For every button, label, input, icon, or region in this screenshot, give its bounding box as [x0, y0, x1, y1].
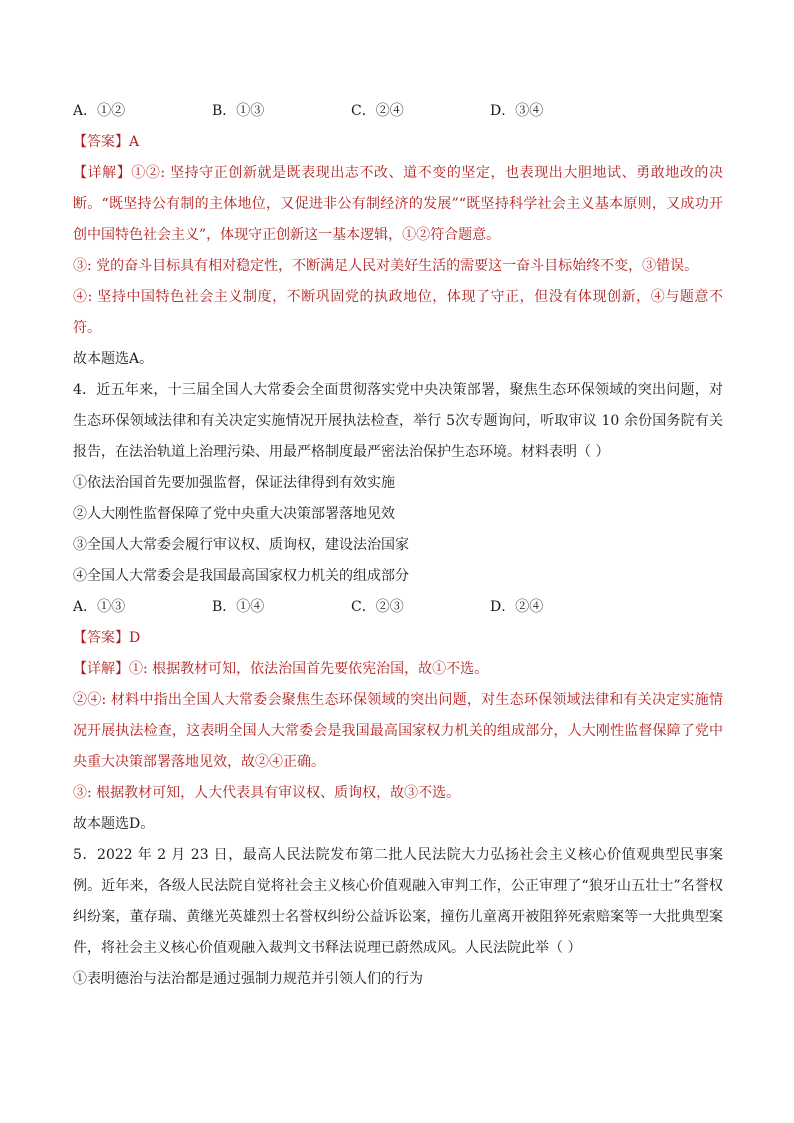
q3-option-a: A．①② — [73, 103, 126, 119]
q5-stem: 5．2022 年 2 月 23 日，最高人民法院发布第二批人民法院大力弘扬社会主义核心价值观典型民事案例。近年来，各级人民法院自觉将社会主义核心价值观融入审判工作，公正审理了“狼牙山五壮士”名誉权纠纷案，董存瑞、黄继光英雄烈士名誉权纠纷公益诉讼案，撞伤儿童离开被阻猝死索赔案等一大批典型案件，将社会主义核心价值观融入裁判文书释法说理已蔚然成风。人民法院此举（ ） — [73, 847, 723, 956]
q3-option-c: C．②④ — [351, 103, 404, 119]
q4-option-a: A．①③ — [73, 599, 126, 615]
q4-option-d: D．②④ — [490, 599, 544, 615]
q3-detail-3: ④: 坚持中国特色社会主义制度，不断巩固党的执政地位，体现了守正，但没有体现创新，④与题意不符。 — [73, 289, 723, 336]
q3-option-b: B．①③ — [212, 103, 265, 119]
q3-options — [73, 96, 723, 127]
q4-item-1: ①依法治国首先要加强监督，保证法律得到有效实施 — [73, 475, 395, 491]
q4-item-4: ④全国人大常委会是我国最高国家权力机关的组成部分 — [73, 568, 409, 584]
q4-item-3: ③全国人大常委会履行审议权、质询权，建设法治国家 — [73, 537, 409, 553]
q3-option-d: D．③④ — [490, 103, 544, 119]
q4-detail-2: ②④: 材料中指出全国人大常委会聚焦生态环保领域的突出问题，对生态环保领域法律和有关决定实施情况开展执法检查，这表明全国人大常委会是我国最高国家权力机关的组成部分，人大刚性监督保障了党中央重大决策部署落地见效，故②④正确。 — [73, 692, 723, 770]
q4-detail-3: ③: 根据教材可知，人大代表具有审议权、质询权，故③不选。 — [73, 785, 461, 801]
q4-conclusion: 故本题选D。 — [73, 816, 155, 832]
q3-answer: 【答案】A — [73, 134, 140, 150]
q3-conclusion: 故本题选A。 — [73, 351, 154, 367]
document-content — [73, 96, 723, 995]
q4-option-c: C．②③ — [351, 599, 404, 615]
q4-answer: 【答案】D — [73, 630, 141, 646]
q3-detail-1: 【详解】①②: 坚持守正创新就是既表现出志不改、道不变的坚定，也表现出大胆地试、勇敢地改的决断。“既坚持公有制的主体地位，又促进非公有制经济的发展”“既坚持科学社会主义基本原则，又成功开创中国特色社会主义”，体现守正创新这一基本逻辑，①②符合题意。 — [73, 165, 723, 243]
q4-option-b: B．①④ — [212, 599, 265, 615]
q3-detail-2: ③: 党的奋斗目标具有相对稳定性，不断满足人民对美好生活的需要这一奋斗目标始终不变，③错误。 — [73, 258, 699, 274]
q4-options — [73, 592, 723, 623]
q5-item-1: ①表明德治与法治都是通过强制力规范并引领人们的行为 — [73, 971, 423, 987]
q4-detail-1: 【详解】①: 根据教材可知，依法治国首先要依宪治国，故①不选。 — [73, 661, 489, 677]
q4-stem: 4．近五年来，十三届全国人大常委会全面贯彻落实党中央决策部署，聚焦生态环保领域的突出问题，对生态环保领域法律和有关决定实施情况开展执法检查，举行 5次专题询问，听取审议 10 余份国务院有关报告，在法治轨道上治理污染、用最严格制度最严密法治保护生态环境。材料表明（ ） — [73, 382, 723, 460]
q4-item-2: ②人大刚性监督保障了党中央重大决策部署落地见效 — [73, 506, 395, 522]
